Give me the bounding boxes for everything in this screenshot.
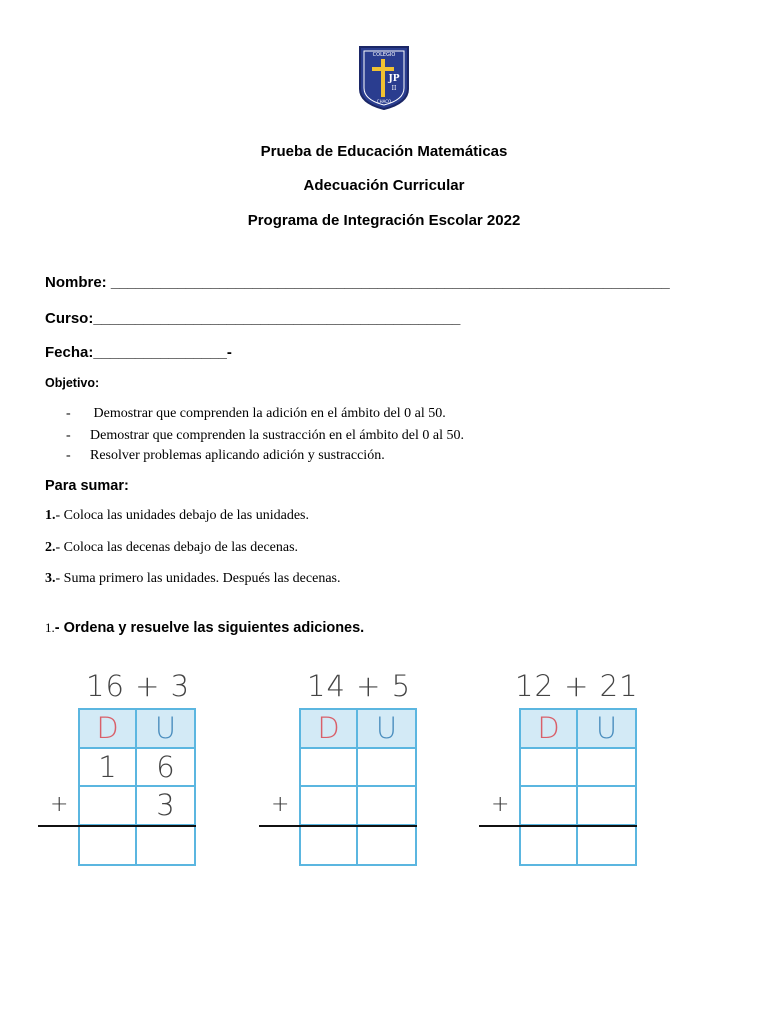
step-number: 1. xyxy=(45,508,56,523)
plus-sign: + xyxy=(491,792,510,817)
step-number: 2. xyxy=(45,540,56,555)
answer-cell-d[interactable] xyxy=(521,826,578,865)
unidades-header: U xyxy=(358,710,415,749)
sum-line xyxy=(479,825,637,827)
grid-cell-d2[interactable] xyxy=(80,787,137,826)
bullet-dash: - xyxy=(66,428,71,443)
objetivo-text: Demostrar que comprenden la sustracción en el ámbito del 0 al 50. xyxy=(90,428,464,443)
fecha-field[interactable]: Fecha:________________- xyxy=(45,344,232,361)
page-title: Prueba de Educación Matemáticas xyxy=(260,143,508,160)
step-number: 3. xyxy=(45,571,56,586)
objetivo-item xyxy=(66,428,464,444)
place-value-grid xyxy=(299,708,417,866)
step-text: - Coloca las unidades debajo de las unidades. xyxy=(55,508,309,523)
place-value-grid xyxy=(78,708,196,866)
grid-cell-d1[interactable]: 1 xyxy=(80,749,137,788)
school-crest-icon xyxy=(358,45,410,111)
step-item xyxy=(45,540,298,556)
program-title: Programa de Integración Escolar 2022 xyxy=(247,212,521,229)
answer-cell-u[interactable] xyxy=(578,826,635,865)
logo-top-text: COLEGIO xyxy=(372,52,396,58)
plus-sign: + xyxy=(271,792,290,817)
decenas-header: D xyxy=(521,710,578,749)
answer-cell-u[interactable] xyxy=(137,826,194,865)
step-item xyxy=(45,571,340,587)
grid-cell-u1[interactable] xyxy=(578,749,635,788)
grid-cell-u2[interactable] xyxy=(358,787,415,826)
grid-cell-d2[interactable] xyxy=(301,787,358,826)
para-sumar-label: Para sumar: xyxy=(45,478,129,494)
step-text: - Coloca las decenas debajo de las decenas. xyxy=(55,540,299,555)
unidades-header: U xyxy=(578,710,635,749)
sum-line xyxy=(38,825,196,827)
grid-cell-u1[interactable]: 6 xyxy=(137,749,194,788)
answer-cell-d[interactable] xyxy=(80,826,137,865)
objetivo-label: Objetivo: xyxy=(45,376,100,390)
step-item xyxy=(45,508,309,524)
addition-exercise xyxy=(259,668,459,868)
place-value-grid xyxy=(519,708,637,866)
logo-monogram: JP xyxy=(388,74,400,84)
bullet-dash: - xyxy=(66,448,71,463)
grid-cell-d2[interactable] xyxy=(521,787,578,826)
objetivo-item xyxy=(66,406,446,422)
answer-cell-u[interactable] xyxy=(358,826,415,865)
grid-cell-d1[interactable] xyxy=(521,749,578,788)
decenas-header: D xyxy=(301,710,358,749)
grid-cell-d1[interactable] xyxy=(301,749,358,788)
addition-exercise xyxy=(38,668,238,868)
logo-numeral: II xyxy=(391,85,397,92)
bullet-dash: - xyxy=(66,406,71,421)
unidades-header: U xyxy=(137,710,194,749)
objetivo-item xyxy=(66,448,385,464)
step-text: - Suma primero las unidades. Después las decenas. xyxy=(55,571,341,586)
grid-cell-u2[interactable] xyxy=(578,787,635,826)
logo-bottom-text: CHACO xyxy=(376,99,392,104)
exercise-title xyxy=(45,620,364,636)
curso-field[interactable]: Curso:____________________________________________ xyxy=(45,310,461,327)
exercise-instruction: - Ordena y resuelve las siguientes adiciones. xyxy=(54,620,365,636)
decenas-header: D xyxy=(80,710,137,749)
operation-label: 12 + 21 xyxy=(515,669,639,703)
answer-cell-d[interactable] xyxy=(301,826,358,865)
grid-cell-u2[interactable]: 3 xyxy=(137,787,194,826)
nombre-field[interactable]: Nombre: ___________________________________________________________________ xyxy=(45,274,670,291)
page-subtitle: Adecuación Curricular xyxy=(303,177,465,194)
addition-exercise xyxy=(479,668,679,868)
operation-label: 14 + 5 xyxy=(307,669,412,703)
sum-line xyxy=(259,825,417,827)
exercise-number: 1. xyxy=(45,620,55,635)
operation-label: 16 + 3 xyxy=(86,669,191,703)
plus-sign: + xyxy=(50,792,69,817)
grid-cell-u1[interactable] xyxy=(358,749,415,788)
objetivo-text: Demostrar que comprenden la adición en el ámbito del 0 al 50. xyxy=(90,406,446,421)
objetivo-text: Resolver problemas aplicando adición y sustracción. xyxy=(90,448,385,463)
